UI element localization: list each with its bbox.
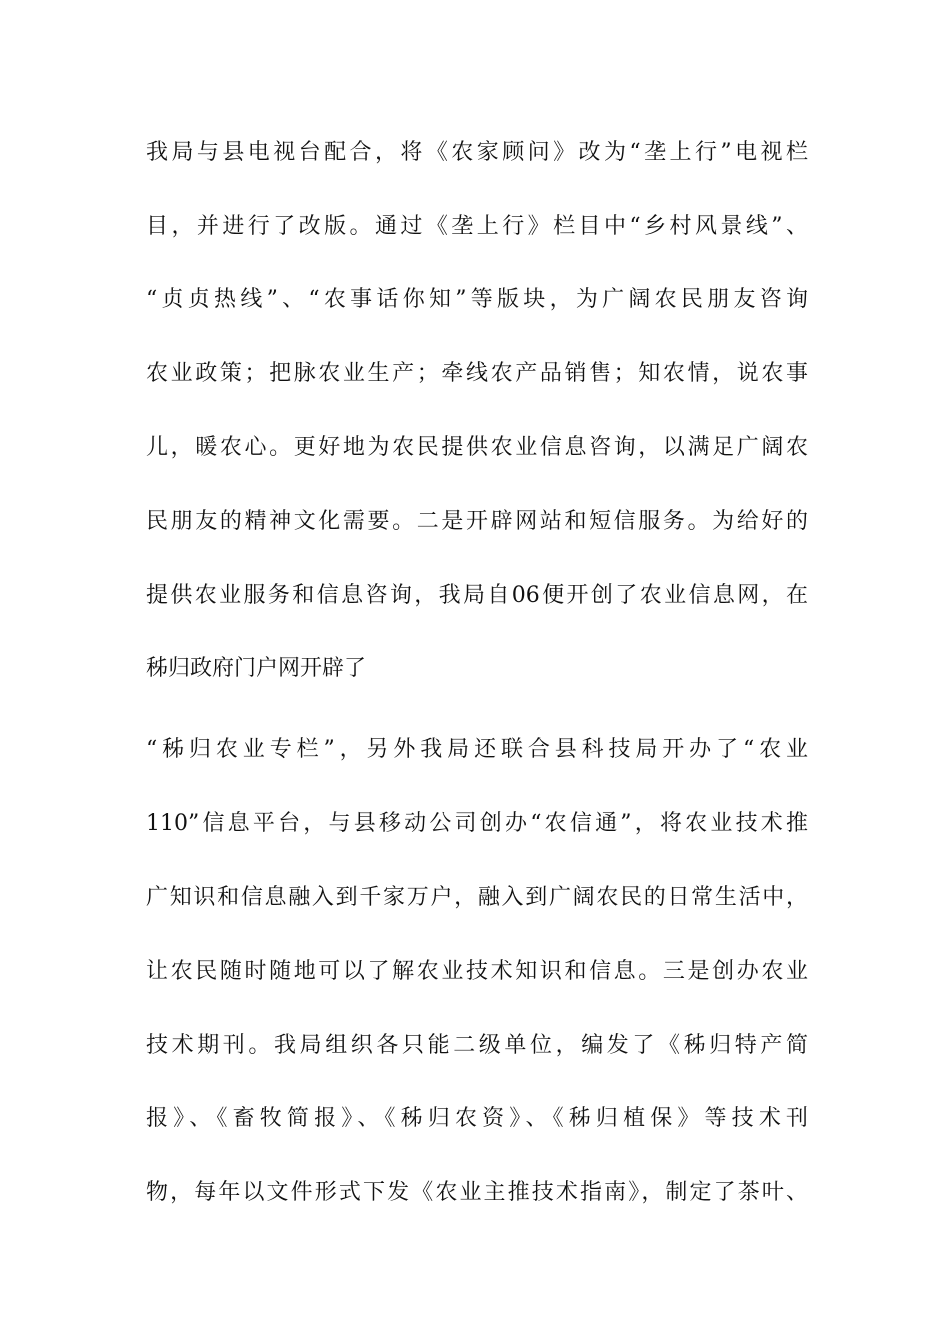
paragraph-line: 让农民随时随地可以了解农业技术知识和信息。三是创办农业 — [146, 959, 808, 984]
paragraph-line: “秭归农业专栏”，另外我局还联合县科技局开办了“农业 — [146, 737, 808, 762]
paragraph-line: 目，并进行了改版。通过《垄上行》栏目中“乡村风景线”、 — [146, 214, 808, 239]
paragraph-line: 物，每年以文件形式下发《农业主推技术指南》，制定了茶叶、 — [146, 1180, 808, 1205]
paragraph-line: 报》、《畜牧简报》、《秭归农资》、《秭归植保》等技术刊 — [146, 1106, 808, 1131]
paragraph-line: 农业政策；把脉农业生产；牵线农产品销售；知农情，说农事 — [146, 361, 808, 386]
paragraph-line: 提供农业服务和信息咨询，我局自06便开创了农业信息网，在 — [146, 583, 808, 608]
paragraph-line: 广知识和信息融入到千家万户，融入到广阔农民的日常生活中， — [146, 885, 808, 910]
paragraph-line: 儿，暖农心。更好地为农民提供农业信息咨询，以满足广阔农 — [146, 435, 808, 460]
paragraph-line: 秭归政府门户网开辟了 — [146, 656, 367, 681]
paragraph-line: “贞贞热线”、“农事话你知”等版块，为广阔农民朋友咨询 — [146, 287, 808, 312]
paragraph-line: 我局与县电视台配合，将《农家顾问》改为“垄上行”电视栏 — [146, 140, 808, 165]
paragraph-line: 民朋友的精神文化需要。二是开辟网站和短信服务。为给好的 — [146, 509, 808, 534]
paragraph-line: 技术期刊。我局组织各只能二级单位，编发了《秭归特产简 — [146, 1033, 808, 1058]
paragraph-line: 110”信息平台，与县移动公司创办“农信通”，将农业技术推 — [146, 811, 808, 836]
